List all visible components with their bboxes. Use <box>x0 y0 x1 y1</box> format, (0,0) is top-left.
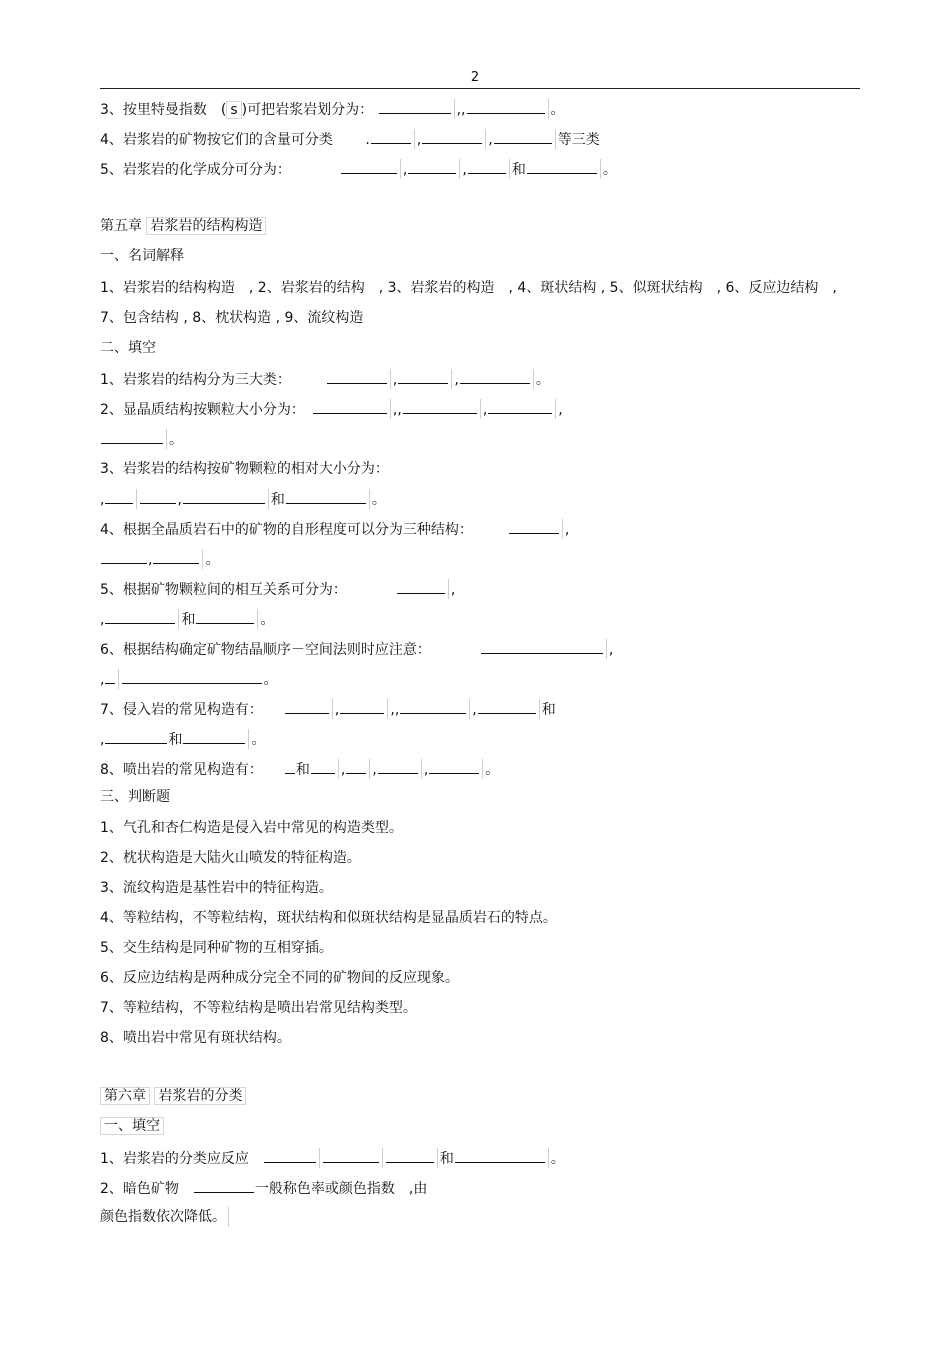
answer-blank[interactable] <box>196 609 254 624</box>
fill-question-7-cont: , 和 。 <box>100 729 265 749</box>
answer-blank[interactable] <box>408 159 456 174</box>
fill-question-7: 7、侵入岩的常见构造有： , ,, , 和 <box>100 699 556 719</box>
answer-blank[interactable] <box>455 1148 545 1163</box>
chapter-6-section-label: 一、填空 <box>100 1117 164 1135</box>
fill-question-5: 5、根据矿物颗粒间的相互关系可分为： , <box>100 579 455 599</box>
answer-blank[interactable] <box>140 489 176 504</box>
answer-blank[interactable] <box>467 99 545 114</box>
fill-question-3-cont: , , 和 。 <box>100 489 386 509</box>
answer-blank[interactable] <box>527 159 597 174</box>
chapter-5-title: 岩浆岩的结构构造 <box>146 217 266 235</box>
answer-blank[interactable] <box>481 639 603 654</box>
fill-question-3: 3、岩浆岩的结构按矿物颗粒的相对大小分为： <box>100 461 389 477</box>
answer-blank[interactable] <box>286 489 366 504</box>
chapter-6-fill-2: 2、暗色矿物 一般称色率或颜色指数 ,由 <box>100 1178 427 1198</box>
answer-blank[interactable] <box>386 1148 434 1163</box>
answer-blank[interactable] <box>194 1178 254 1193</box>
answer-blank[interactable] <box>509 519 559 534</box>
intro-question-4: 4、岩浆岩的矿物按它们的含量可分类 . , , 等三类 <box>100 129 600 149</box>
answer-blank[interactable] <box>488 399 552 414</box>
chapter-5-section-terms: 一、名词解释 <box>100 248 184 264</box>
answer-blank[interactable] <box>105 729 167 744</box>
judge-item-2: 2、枕状构造是大陆火山喷发的特征构造。 <box>100 850 361 866</box>
judge-item-6: 6、反应边结构是两种成分完全不同的矿物间的反应现象。 <box>100 970 459 986</box>
fill-question-6-cont: , 。 <box>100 669 277 689</box>
answer-blank[interactable] <box>378 759 418 774</box>
fill-question-5-cont: , 和 。 <box>100 609 274 629</box>
answer-blank[interactable] <box>327 369 387 384</box>
answer-blank[interactable] <box>422 129 482 144</box>
answer-blank[interactable] <box>183 729 245 744</box>
fill-question-2: 2、显晶质结构按颗粒大小分为： ,, , , <box>100 399 563 419</box>
answer-blank[interactable] <box>341 159 397 174</box>
answer-blank[interactable] <box>313 399 387 414</box>
chapter-6-fill-2-cont: 颜色指数依次降低。 <box>100 1207 231 1227</box>
answer-blank[interactable] <box>398 369 448 384</box>
term-list-line-1: 1、岩浆岩的结构构造 , 2、岩浆岩的结构 , 3、岩浆岩的构造 , 4、斑状结构 , 5、似斑状结构 , 6、反应边结构 , <box>100 280 837 296</box>
fill-question-2-cont: 。 <box>100 429 183 449</box>
answer-blank[interactable] <box>323 1148 379 1163</box>
answer-blank[interactable] <box>101 429 163 444</box>
answer-blank[interactable] <box>311 759 335 774</box>
answer-blank[interactable] <box>494 129 552 144</box>
fill-question-1: 1、岩浆岩的结构分为三大类： , , 。 <box>100 369 550 389</box>
answer-blank[interactable] <box>400 699 466 714</box>
page-number: 2 <box>470 70 480 85</box>
answer-blank[interactable] <box>264 1148 316 1163</box>
answer-blank[interactable] <box>285 699 329 714</box>
fill-question-4-cont: , 。 <box>100 549 219 569</box>
intro-question-3: 3、按里特曼指数 ( s )可把岩浆岩划分为： ,, 。 <box>100 99 565 119</box>
answer-blank[interactable] <box>403 399 477 414</box>
judge-item-7: 7、等粒结构，不等粒结构是喷出岩常见结构类型。 <box>100 1000 417 1016</box>
answer-blank[interactable] <box>101 549 147 564</box>
chapter-6-fill-1: 1、岩浆岩的分类应反应 和 。 <box>100 1148 565 1168</box>
answer-blank[interactable] <box>105 489 133 504</box>
chapter-5-section-judge: 三、判断题 <box>100 789 170 805</box>
chapter-6-label: 第六章 <box>100 1087 150 1105</box>
judge-item-5: 5、交生结构是同种矿物的互相穿插。 <box>100 940 333 956</box>
answer-blank[interactable] <box>379 99 451 114</box>
answer-blank[interactable] <box>340 699 384 714</box>
term-list-line-2: 7、包含结构 , 8、枕状构造 , 9、流纹构造 <box>100 310 364 326</box>
answer-blank[interactable] <box>105 609 175 624</box>
ritmann-symbol: s <box>226 101 241 119</box>
judge-item-8: 8、喷出岩中常见有斑状结构。 <box>100 1030 291 1046</box>
answer-blank[interactable] <box>153 549 199 564</box>
chapter-6-section-fill <box>100 1116 164 1136</box>
chapter-5-heading: 第五章 岩浆岩的结构构造 <box>100 216 266 236</box>
answer-blank[interactable] <box>371 129 411 144</box>
answer-blank[interactable] <box>429 759 479 774</box>
answer-blank[interactable] <box>183 489 265 504</box>
fill-question-4: 4、根据全晶质岩石中的矿物的自形程度可以分为三种结构： , <box>100 519 569 539</box>
chapter-6-heading <box>100 1086 246 1106</box>
answer-blank[interactable] <box>105 669 115 684</box>
header-rule <box>100 88 860 89</box>
judge-item-3: 3、流纹构造是基性岩中的特征构造。 <box>100 880 333 896</box>
chapter-5-section-fill: 二、填空 <box>100 340 156 356</box>
answer-blank[interactable] <box>285 759 295 774</box>
fill-question-8: 8、喷出岩的常见构造有： 和 , , , 。 <box>100 759 499 779</box>
judge-item-1: 1、气孔和杏仁构造是侵入岩中常见的构造类型。 <box>100 820 403 836</box>
intro-question-5: 5、岩浆岩的化学成分可分为： , , 和 。 <box>100 159 617 179</box>
answer-blank[interactable] <box>468 159 506 174</box>
answer-blank[interactable] <box>122 669 262 684</box>
answer-blank[interactable] <box>397 579 445 594</box>
answer-blank[interactable] <box>460 369 530 384</box>
chapter-6-title: 岩浆岩的分类 <box>154 1087 246 1105</box>
fill-question-6: 6、根据结构确定矿物结晶顺序－空间法则时应注意： , <box>100 639 613 659</box>
judge-item-4: 4、等粒结构，不等粒结构，斑状结构和似斑状结构是显晶质岩石的特点。 <box>100 910 557 926</box>
answer-blank[interactable] <box>346 759 366 774</box>
answer-blank[interactable] <box>478 699 536 714</box>
